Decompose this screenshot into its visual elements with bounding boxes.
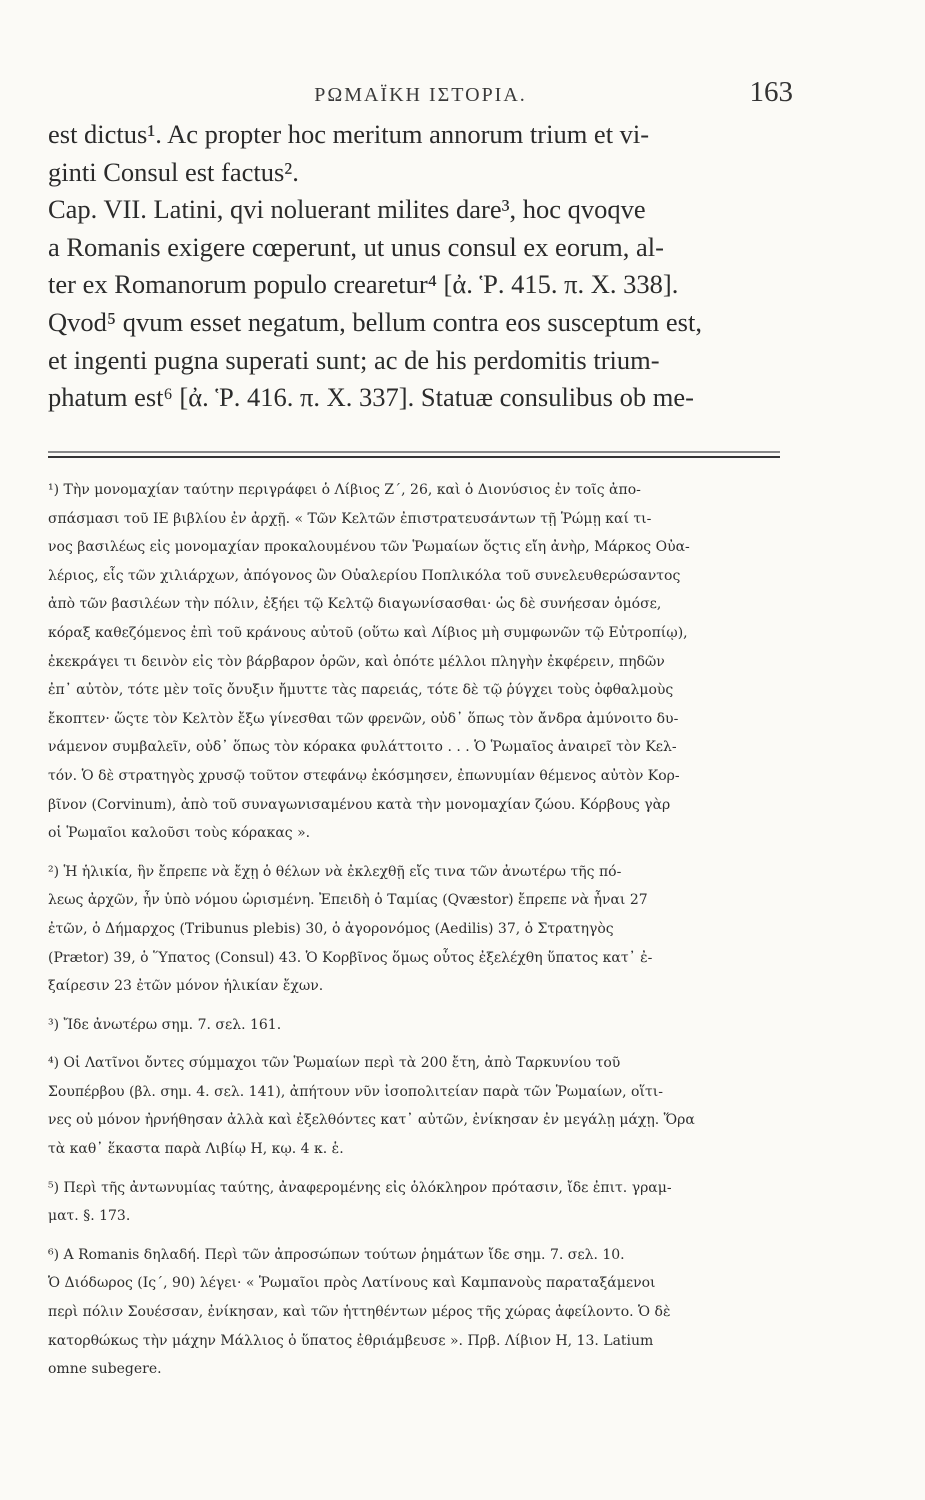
footnote-line: Σουπέρβου (βλ. σημ. 4. σελ. 141), ἀπήτουν νῦν ἰσοπολιτείαν παρὰ τῶν Ῥωμαίων, οἵτι- <box>48 1083 663 1100</box>
footnote-line: (Prætor) 39, ὁ Ὕπατος (Consul) 43. Ὁ Κορβῖνος ὅμως οὗτος ἐξελέχθη ὕπατος κατ᾽ ἐ- <box>48 949 653 966</box>
footnote-5: ⁵) Περὶ τῆς ἀντωνυμίας ταύτης, ἀναφερομένης εἰς ὁλόκληρον πρότασιν, ἴδε ἐπιτ. γραμ- <box>48 1179 672 1196</box>
page-header <box>48 76 793 118</box>
footnote-line: ματ. §. 173. <box>48 1208 131 1225</box>
text-line: est dictus¹. Ac propter hoc meritum annorum trium et vi- <box>48 119 650 149</box>
text-line: et ingenti pugna superati sunt; ac de his perdomitis trium- <box>48 344 660 375</box>
footnote-line: σπάσμασι τοῦ ΙΕ βιβλίου ἐν ἀρχῇ. « Τῶν Κελτῶν ἐπιστρατευσάντων τῇ Ῥώμῃ καί τι- <box>48 510 652 527</box>
footnote-3: ³) Ἴδε ἀνωτέρω σημ. 7. σελ. 161. <box>48 1016 282 1033</box>
footnote-6: ⁶) A Romanis δηλαδή. Περὶ τῶν ἀπροσώπων τούτων ῥημάτων ἴδε σημ. 7. σελ. 10. <box>48 1246 625 1263</box>
footnote-line: οἱ Ῥωμαῖοι καλοῦσι τοὺς κόρακας ». <box>48 825 311 842</box>
text-line: phatum est⁶ [ἀ. Ῥ. 416. π. X. 337]. Statuæ consulibus ob me- <box>48 382 694 413</box>
main-text <box>48 116 796 417</box>
footnote-line: περὶ πόλιν Σουέσσαν, ἐνίκησαν, καὶ τῶν ἡττηθέντων μέρος τῆς χώρας ἀφείλοντο. Ὁ δὲ <box>48 1304 671 1321</box>
text-line: a Romanis exigere cœperunt, ut unus consul ex eorum, al- <box>48 231 664 262</box>
text-line: ter ex Romanorum populo crearetur⁴ [ἀ. Ῥ. 415. π. X. 338]. <box>48 269 679 300</box>
footnote-line: νες οὐ μόνον ἠρνήθησαν ἀλλὰ καὶ ἐξελθόντες κατ᾽ αὐτῶν, ἐνίκησαν ἐν μεγάλῃ μάχῃ. Ὅρα <box>48 1112 695 1129</box>
footnote-line: ἐπ᾽ αὐτὸν, τότε μὲν τοῖς ὄνυξιν ἤμυττε τὰς παρειάς, τότε δὲ τῷ ῥύγχει τοὺς ὀφθαλμοὺς <box>48 682 674 699</box>
footnote-line: κατορθώκως τὴν μάχην Μάλλιος ὁ ὕπατος ἐθριάμβευσε ». Πρβ. Λίβιον Η, 13. Latium <box>48 1332 654 1349</box>
footnote-line: κόραξ καθεζόμενος ἐπὶ τοῦ κράνους αὐτοῦ (οὕτω καὶ Λίβιος μὴ συμφωνῶν τῷ Εὐτροπίῳ), <box>48 624 688 641</box>
footnote-1: ¹) Τὴν μονομαχίαν ταύτην περιγράφει ὁ Λίβιος Ζ΄, 26, καὶ ὁ Διονύσιος ἐν τοῖς ἀπο- <box>48 482 641 498</box>
footnote-line: Ὁ Διόδωρος (Ις΄, 90) λέγει· « Ῥωμαῖοι πρὸς Λατίνους καὶ Καμπανοὺς παραταξάμενοι <box>48 1275 656 1292</box>
text-line: ginti Consul est factus². <box>48 156 299 187</box>
running-title: ΡΩΜΑΪΚΗ ΙΣΤΟΡΙΑ. <box>314 84 527 106</box>
footnote-line: ἐκεκράγει τι δεινὸν εἰς τὸν βάρβαρον ὁρῶν, καὶ ὁπότε μέλλοι πληγὴν ἐκφέρειν, πηδῶν <box>48 653 665 670</box>
footnote-line: νος βασιλέως εἰς μονομαχίαν προκαλουμένου τῶν Ῥωμαίων ὅςτις εἴη ἀνὴρ, Μάρκος Οὐα- <box>48 539 690 556</box>
footnote-line: ἐτῶν, ὁ Δήμαρχος (Tribunus plebis) 30, ὁ ἀγορονόμος (Aedilis) 37, ὁ Στρατηγὸς <box>48 920 614 937</box>
footnote-line: ξαίρεσιν 23 ἐτῶν μόνον ἡλικίαν ἔχων. <box>48 978 324 995</box>
footnote-line: omne subegere. <box>48 1361 162 1378</box>
footnote-line: βῖνον (Corvinum), ἀπὸ τοῦ συναγωνισαμένου κατὰ τὴν μονομαχίαν ζώου. Κόρβους γὰρ <box>48 796 671 813</box>
text-line: Qvod⁵ qvum esset negatum, bellum contra eos susceptum est, <box>48 306 702 337</box>
footnote-line: ἀπὸ τῶν βασιλέων τὴν πόλιν, ἐξήει τῷ Κελτῷ διαγωνίσασθαι· ὡς δὲ συνήεσαν ὁμόσε, <box>48 596 662 613</box>
footnote-line: ἔκοπτεν· ὥςτε τὸν Κελτὸν ἔξω γίνεσθαι τῶν φρενῶν, οὐδ᾽ ὅπως τὸν ἄνδρα ἀμύνοιτο δυ- <box>48 710 679 727</box>
footnote-2: ²) Ἡ ἡλικία, ἣν ἔπρεπε νὰ ἔχῃ ὁ θέλων νὰ ἐκλεχθῇ εἴς τινα τῶν ἀνωτέρω τῆς πό- <box>48 863 622 880</box>
footnote-line: νάμενον συμβαλεῖν, οὐδ᾽ ὅπως τὸν κόρακα φυλάττοιτο . . . Ὁ Ῥωμαῖος ἀναιρεῖ τὸν Κελ- <box>48 739 677 756</box>
footnote-line: λεως ἀρχῶν, ἦν ὑπὸ νόμου ὡρισμένη. Ἐπειδὴ ὁ Ταμίας (Qvæstor) ἔπρεπε νὰ ἦναι 27 <box>48 892 648 909</box>
footnote-divider-thin <box>48 451 780 453</box>
footnote-line: τὰ καθ᾽ ἕκαστα παρὰ Λιβίῳ Η, κῳ. 4 κ. ἑ. <box>48 1141 344 1158</box>
footnote-line: τόν. Ὁ δὲ στρατηγὸς χρυσῷ τοῦτον στεφάνῳ ἐκόσμησεν, ἐπωνυμίαν θέμενος αὐτὸν Κορ- <box>48 767 680 784</box>
footnote-line: λέριος, εἷς τῶν χιλιάρχων, ἀπόγονος ὢν Οὐαλερίου Ποπλικόλα τοῦ συνελευθερώσαντος <box>48 567 681 584</box>
footnote-4: ⁴) Οἱ Λατῖνοι ὄντες σύμμαχοι τῶν Ῥωμαίων περὶ τὰ 200 ἔτη, ἀπὸ Ταρκυνίου τοῦ <box>48 1055 621 1072</box>
footnote-divider-thick <box>48 456 780 458</box>
footnotes <box>48 476 796 1384</box>
text-line: Cap. VII. Latini, qvi noluerant milites dare³, hoc qvoqve <box>48 194 646 225</box>
page-number: 163 <box>749 76 793 108</box>
